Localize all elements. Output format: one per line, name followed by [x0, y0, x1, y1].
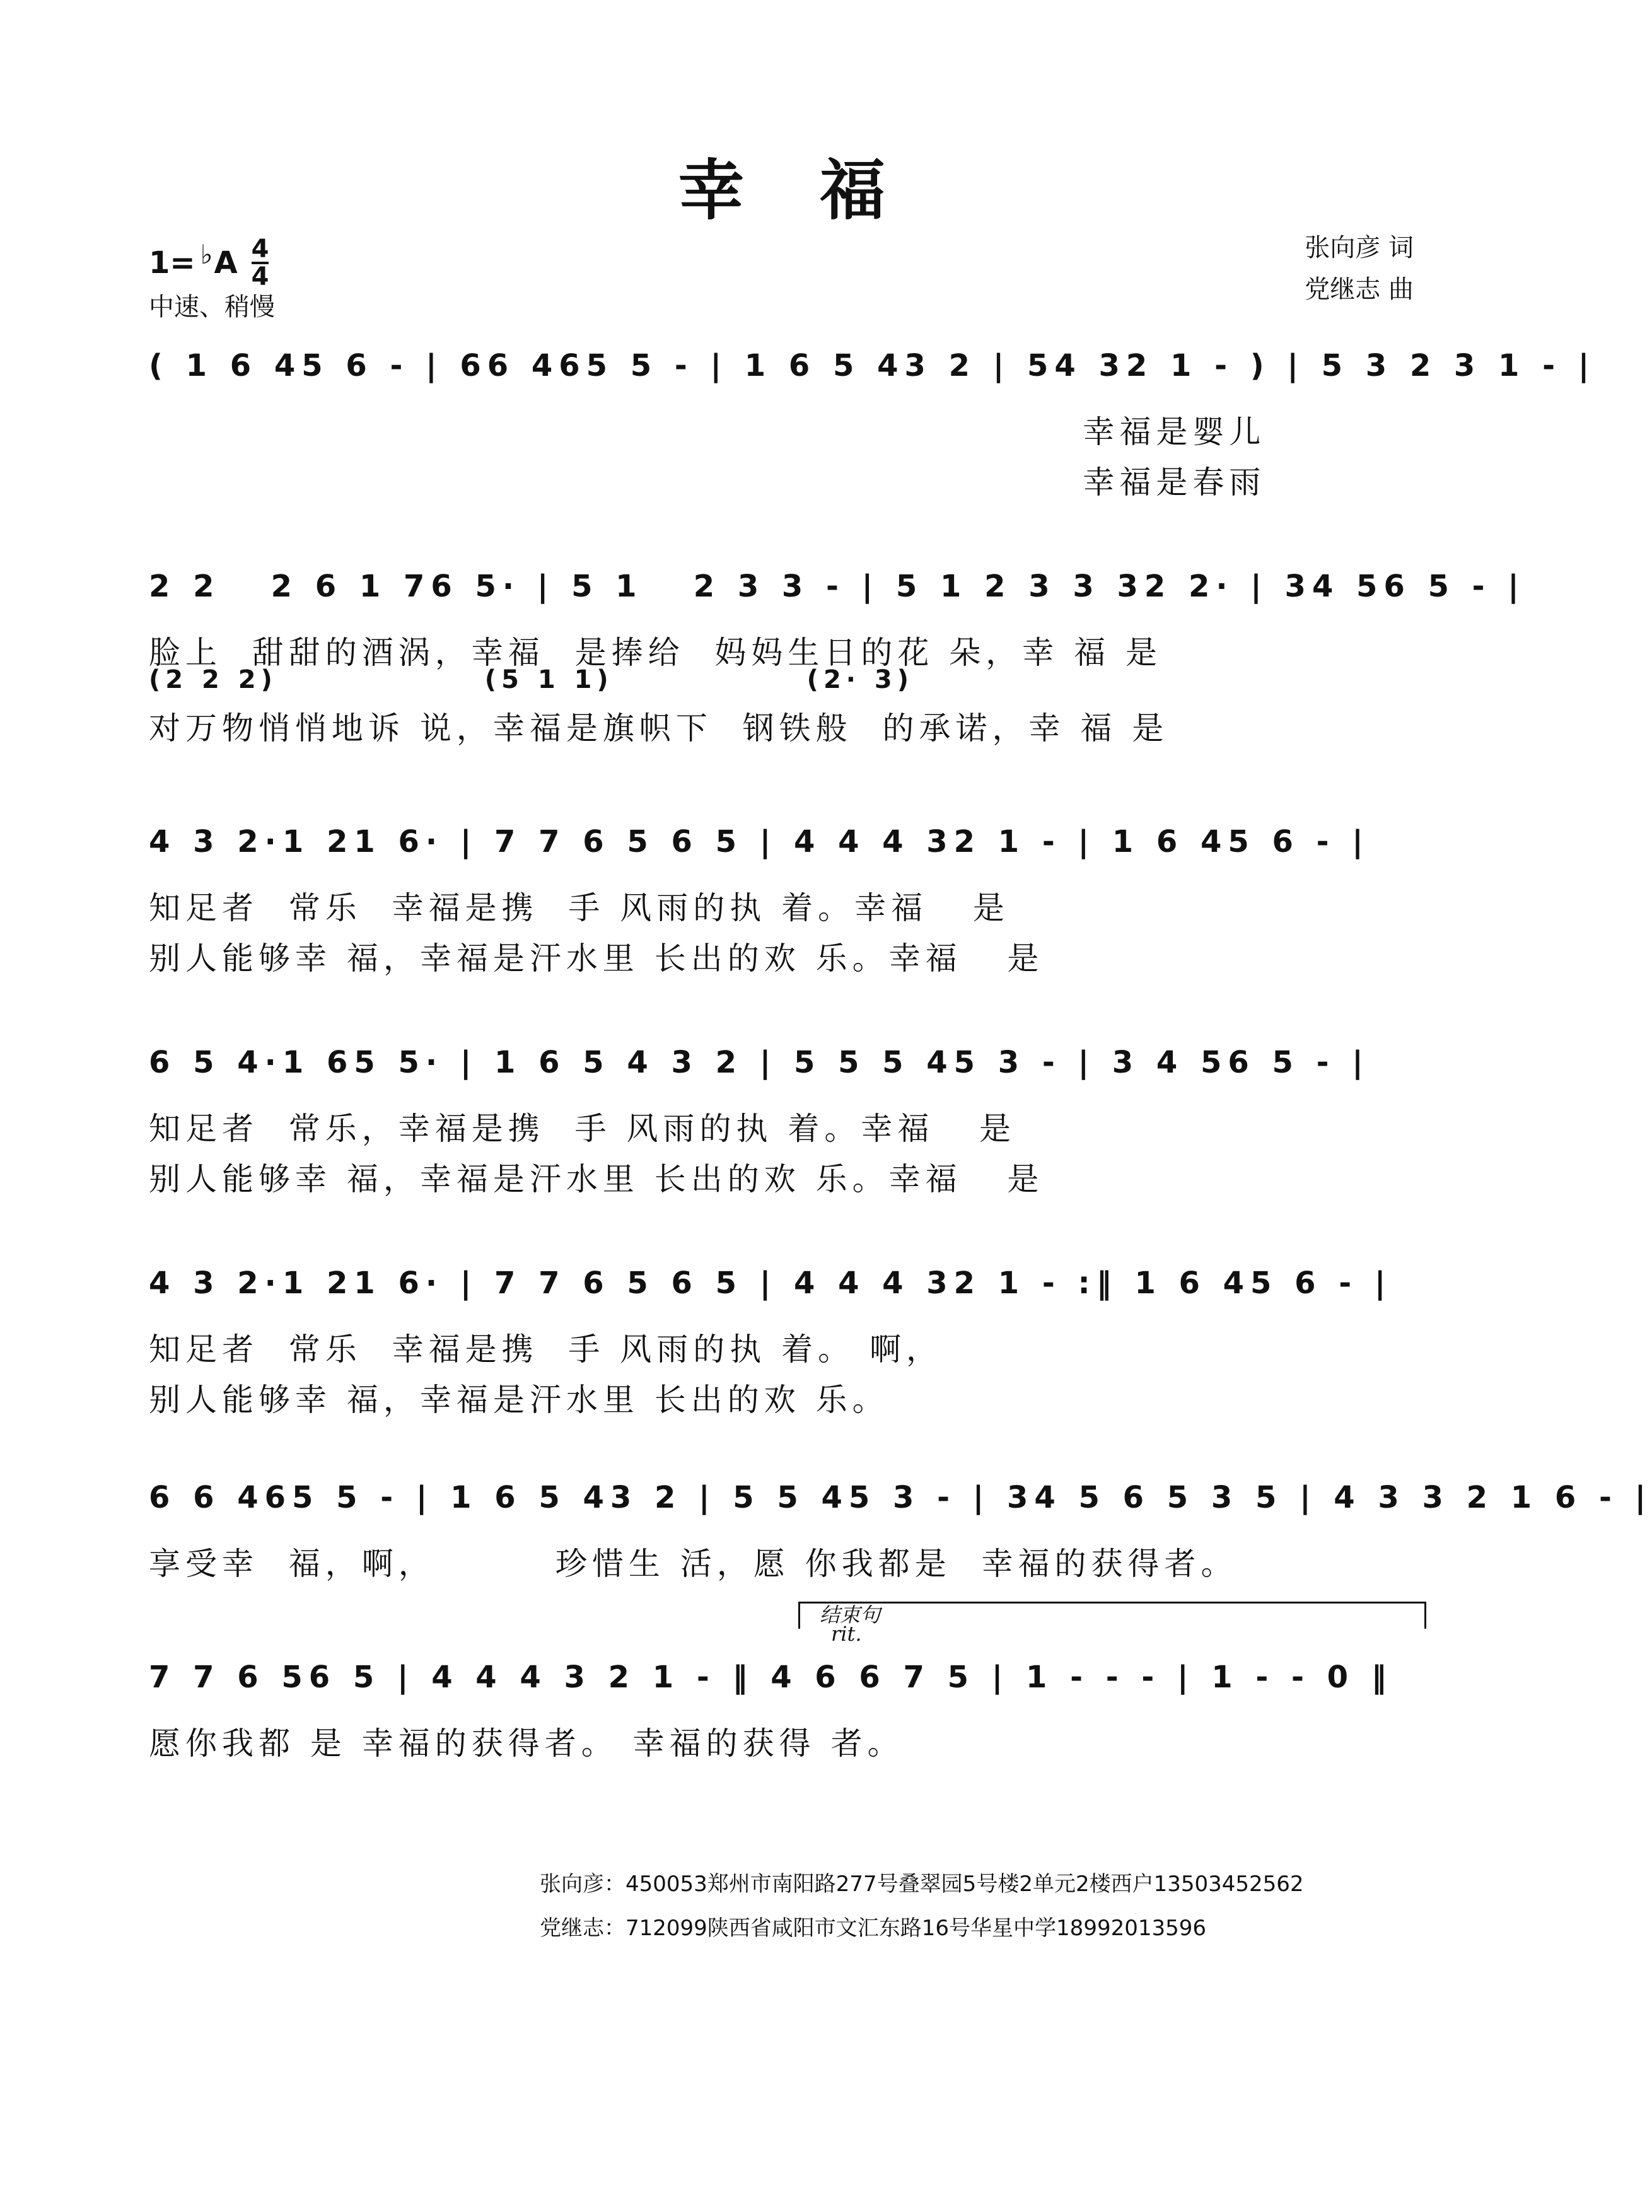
key-note: A — [214, 245, 238, 281]
time-signature — [252, 236, 269, 289]
notation-line: 4 3 2·1 21 6· | 7 7 6 5 6 5 | 4 4 4 32 1 - | 1 6 45 6 - | — [149, 824, 1370, 859]
key-prefix: 1= — [149, 245, 195, 281]
notation-line: 6 6 465 5 - | 1 6 5 43 2 | 5 5 45 3 - | 34 5 6 5 3 5 | 4 3 3 2 1 6 - | — [149, 1480, 1652, 1515]
score-row-2 — [149, 549, 1525, 763]
lyricist-address: 张向彦：450053郑州市南阳路277号叠翠园5号楼2单元2楼西户13503452562 — [540, 1871, 1304, 1897]
lyric-verse-1: 知足者 常乐，幸福是携 手 风雨的执 着。幸福 是 — [149, 1110, 1016, 1147]
notation-line: 6 5 4·1 65 5· | 1 6 5 4 3 2 | 5 5 5 45 3 - | 3 4 56 5 - | — [149, 1045, 1370, 1080]
lyric-verse-2: 对万物悄悄地诉 说，幸福是旗帜下 钢铁般 的承诺，幸 福 是 — [149, 710, 1169, 747]
lyric-verse-1: 脸上 甜甜的酒涡，幸福 是捧给 妈妈生日的花 朵，幸 福 是 — [149, 634, 1163, 671]
lyric-verse-1: 愿你我都 是 幸福的获得者。 幸福的获得 者。 — [149, 1725, 904, 1762]
composer-address: 党继志：712099陕西省咸阳市文汇东路16号华星中学18992013596 — [540, 1916, 1207, 1941]
meter-bottom: 4 — [251, 262, 269, 291]
composer-credit: 党继志 曲 — [1305, 275, 1414, 304]
lyric-verse-2: 幸福是春雨 — [149, 464, 1266, 501]
key-signature — [149, 236, 269, 289]
score-row-5 — [149, 1245, 1429, 1460]
credits — [1305, 227, 1414, 310]
lyric-verse-1: 幸福是婴儿 — [149, 414, 1266, 450]
meter-top: 4 — [251, 235, 269, 264]
lyric-verse-2: 别人能够幸 福，幸福是汗水里 长出的欢 乐。幸福 是 — [149, 1161, 1044, 1197]
lyric-verse-1: 享受幸 福，啊， 珍惜生 活，愿 你我都是 幸福的获得者。 — [149, 1545, 1238, 1582]
notation-line: 7 7 6 56 5 | 4 4 4 3 2 1 - ‖ 4 6 6 7 5 | 1 - - - | 1 - - 0 ‖ — [149, 1660, 1393, 1695]
score-row-3 — [149, 804, 1429, 1018]
alt-notation: (2 2 2) (5 1 1) (2· 3) — [149, 665, 914, 694]
ritardando-marking: rit. — [831, 1622, 862, 1646]
coda-bracket — [798, 1602, 1426, 1629]
lyric-verse-2: 别人能够幸 福，幸福是汗水里 长出的欢 乐。 — [149, 1382, 889, 1418]
notation-line: ( 1 6 45 6 - | 66 465 5 - | 1 6 5 43 2 | 54 32 1 - ) | 5 3 2 3 1 - | — [149, 348, 1596, 383]
lyric-verse-1: 知足者 常乐 幸福是携 手 风雨的执 着。幸福 是 — [149, 890, 1009, 926]
score-row-7 — [149, 1639, 1429, 1854]
score-row-4 — [149, 1025, 1429, 1239]
notation-line: 4 3 2·1 21 6· | 7 7 6 5 6 5 | 4 4 4 32 1 - :‖ 1 6 45 6 - | — [149, 1266, 1392, 1301]
lyricist-credit: 张向彦 词 — [1305, 233, 1414, 262]
lyric-verse-1: 知足者 常乐 幸福是携 手 风雨的执 着。 啊， — [149, 1331, 943, 1368]
score-row-1 — [149, 328, 1596, 542]
notation-line: 2 2 2 6 1 76 5· | 5 1 2 3 3 - | 5 1 2 3 3 32 2· | 34 56 5 - | — [149, 569, 1525, 604]
coda-label: 结束句 — [820, 1603, 881, 1627]
lyric-verse-2: 别人能够幸 福，幸福是汗水里 长出的欢 乐。幸福 是 — [149, 940, 1044, 977]
flat-sign: ♭ — [200, 238, 213, 270]
page-title: 幸福 — [678, 151, 961, 229]
tempo-marking: 中速、稍慢 — [149, 293, 275, 322]
